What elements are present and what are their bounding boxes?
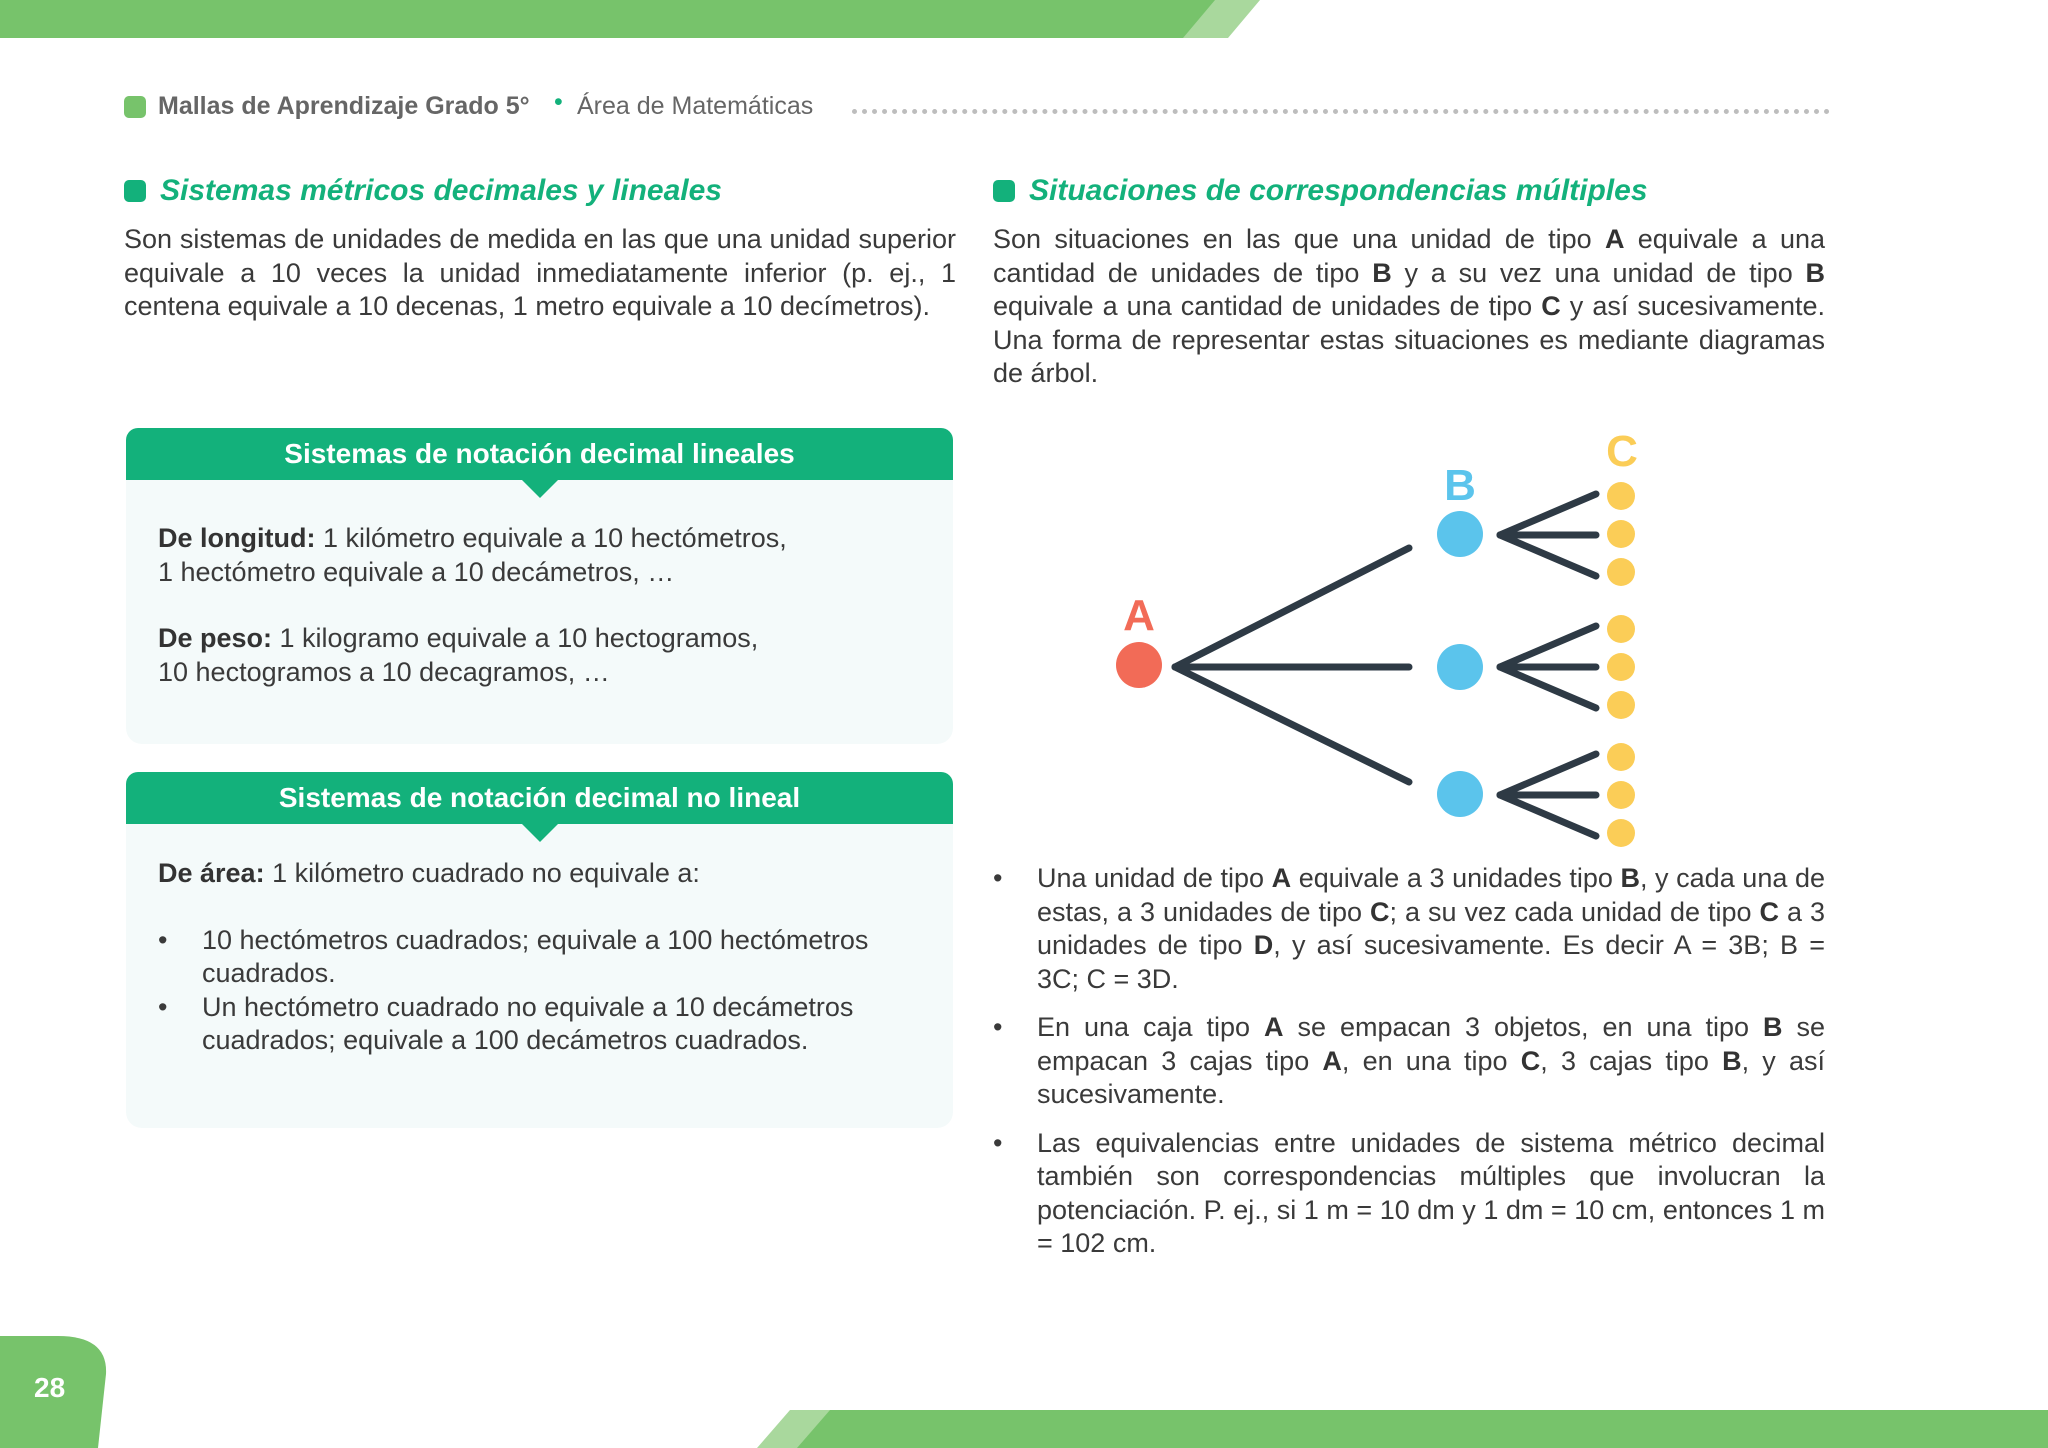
branch-b2-c3 — [1500, 667, 1596, 708]
label-a: A — [1123, 591, 1155, 640]
weight-label: De peso: — [158, 623, 273, 653]
node-b2 — [1437, 644, 1483, 690]
branch-b1-c1 — [1500, 494, 1596, 535]
length-text-2: 1 hectómetro equivale a 10 decámetros, … — [158, 556, 675, 587]
right-intro-paragraph: Son situaciones en las que una unidad de tipo A equivale a una cantidad de unidades de tipo B y a su vez una unidad de tipo B equivale a una cantidad de unidades de tipo C y así sucesivamente. Una forma de representar estas situaciones es mediante diagramas de árbol. — [993, 224, 1826, 388]
weight-text: 1 kilogramo equivale a 10 hectogramos, — [272, 623, 759, 653]
branch-a-b3 — [1175, 667, 1409, 782]
branch-b3-c1 — [1500, 754, 1596, 795]
linear-notation-box — [126, 428, 953, 744]
box-title: Sistemas de notación decimal lineales — [284, 438, 795, 469]
left-title-text: Sistemas métricos decimales y lineales — [160, 174, 722, 207]
header-square-icon — [124, 96, 146, 118]
top-decorative-band — [0, 0, 2048, 40]
dotted-rule — [852, 109, 1830, 114]
header-notch — [522, 480, 558, 498]
node-c — [1607, 691, 1635, 719]
bottom-decorative-band — [0, 1408, 2048, 1448]
tree-diagram — [1100, 420, 1660, 860]
left-section-title — [124, 174, 964, 210]
right-bullet-block — [993, 862, 1825, 1276]
list-item: • 10 hectómetros cuadrados; equivale a 100 hectómetros cuadrados. — [158, 924, 913, 991]
node-c — [1607, 653, 1635, 681]
area-text: 1 kilómetro cuadrado no equivale a: — [264, 858, 700, 888]
node-c — [1607, 781, 1635, 809]
area-bullet-list — [158, 924, 913, 1058]
page-number: 28 — [34, 1372, 66, 1403]
branch-b2-c1 — [1500, 626, 1596, 667]
branch-a-b1 — [1175, 548, 1409, 667]
left-intro-paragraph: Son sistemas de unidades de medida en las que una unidad superior equivale a 10 veces la unidad inmediatamente inferior (p. ej., 1 centena equivale a 10 decenas, 1 metro equivale a 10 decímetros). — [124, 224, 956, 321]
box-header — [126, 428, 953, 480]
branch-b3-c3 — [1500, 795, 1596, 836]
node-c — [1607, 743, 1635, 771]
header-separator: • — [554, 88, 563, 116]
list-item: • En una caja tipo A se empacan 3 objetos, en una tipo B se empacan 3 cajas tipo A, en una tipo C, 3 cajas tipo B, y así sucesivamente. — [993, 1011, 1825, 1112]
tree-branches — [1175, 494, 1596, 836]
correspondence-bullet-list — [993, 862, 1825, 1261]
node-b1 — [1437, 511, 1483, 557]
length-text: 1 kilómetro equivale a 10 hectómetros, — [315, 523, 787, 553]
list-item: • Las equivalencias entre unidades de sistema métrico decimal también son correspondencias múltiples que involucran la potenciación. P. ej., si 1 m = 10 dm y 1 dm = 10 cm, entonces 1 m = 102 cm. — [993, 1127, 1825, 1261]
box-body — [158, 522, 923, 689]
length-line — [158, 522, 923, 589]
length-label: De longitud: — [158, 523, 316, 553]
node-c — [1607, 520, 1635, 548]
box-title: Sistemas de notación decimal no lineal — [278, 782, 801, 813]
right-title-text: Situaciones de correspondencias múltiples — [1029, 174, 1648, 207]
weight-line — [158, 622, 923, 689]
area-line — [158, 857, 913, 891]
label-c: C — [1606, 427, 1638, 476]
nonlinear-notation-box — [126, 772, 953, 1128]
running-header — [124, 88, 1830, 128]
node-c — [1607, 819, 1635, 847]
series-title: Mallas de Aprendizaje Grado 5° — [158, 92, 530, 120]
box-header — [126, 772, 953, 824]
list-item: • Una unidad de tipo A equivale a 3 unidades tipo B, y cada una de estas, a 3 unidades de tipo C; a su vez cada unidad de tipo C a 3 unidades de tipo D, y así sucesivamente. Es decir A = 3B; B = 3C; C = 3D. — [993, 862, 1825, 996]
header-notch — [522, 824, 558, 842]
node-b3 — [1437, 771, 1483, 817]
title-square-icon — [124, 180, 146, 202]
box-body — [158, 857, 913, 1058]
node-c — [1607, 558, 1635, 586]
list-item: • Un hectómetro cuadrado no equivale a 10 decámetros cuadrados; equivale a 100 decámetros cuadrados. — [158, 991, 913, 1058]
c-nodes — [1607, 482, 1635, 847]
title-square-icon — [993, 180, 1015, 202]
node-c — [1607, 615, 1635, 643]
node-a — [1116, 642, 1162, 688]
branch-b1-c3 — [1500, 535, 1596, 576]
area-title: Área de Matemáticas — [577, 92, 814, 120]
label-b: B — [1444, 461, 1476, 510]
area-label: De área: — [158, 858, 265, 888]
weight-text-2: 10 hectogramos a 10 decagramos, … — [158, 656, 610, 687]
right-section-title — [993, 174, 1833, 210]
node-c — [1607, 482, 1635, 510]
